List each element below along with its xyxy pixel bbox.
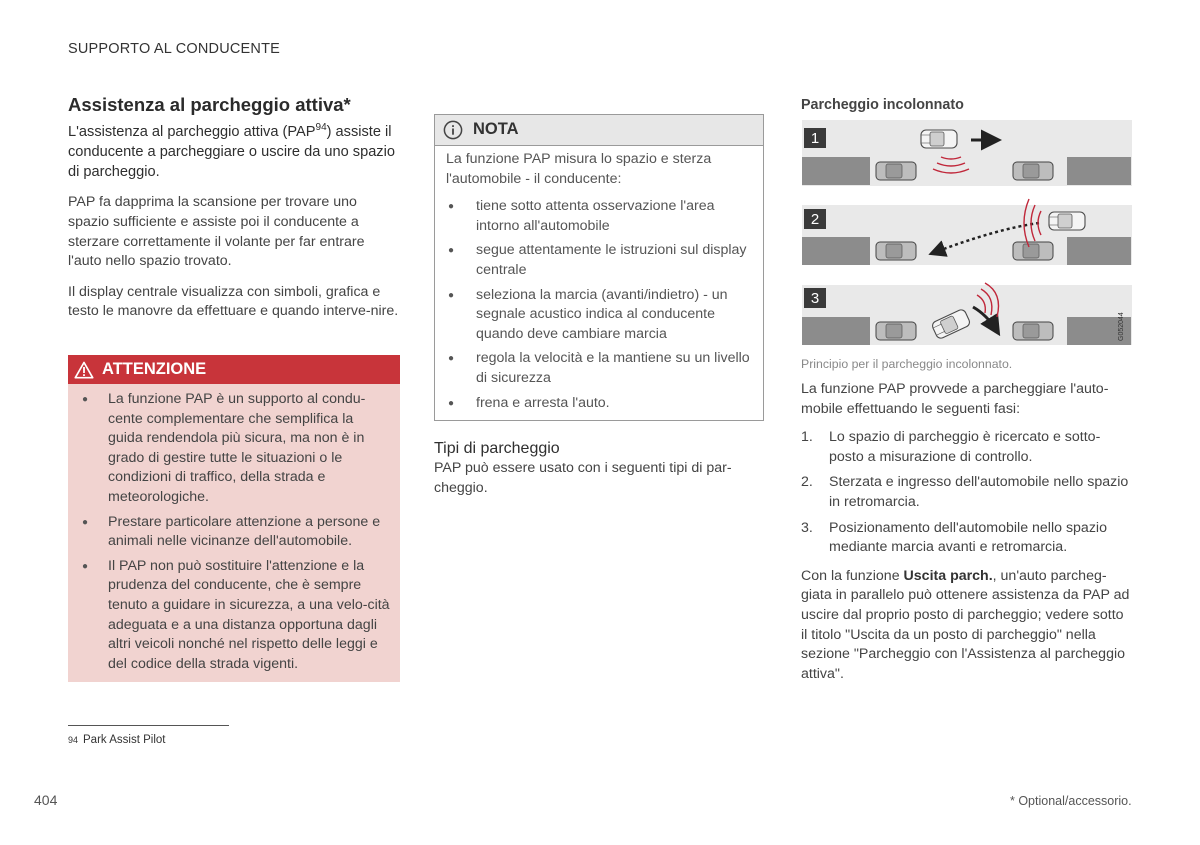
step-text: Posizionamento dell'automobile nello spazio mediante marcia avanti e retromarcia. [829, 519, 1107, 556]
step-number: 1. [801, 429, 813, 446]
note-item: ● regola la velocità e la mantiene su un livello di sicurezza [476, 349, 753, 388]
optional-note: * Optional/accessorio. [1010, 794, 1132, 808]
warning-item: ● La funzione PAP è un supporto al condu-cente complementare che semplifica la guida rendendola più sicura, ma non è in grado di gestire tutte le situazioni o le condizioni di traffico, della strada e meteorologiche. [108, 390, 390, 508]
paragraph-display: Il display centrale visualizza con simboli, grafica e testo le manovre da effettuare e quando interve-nire. [68, 283, 399, 320]
footnote-divider [68, 725, 229, 726]
panel-label-1 [804, 128, 826, 148]
warning-item: ● Il PAP non può sostituire l'attenzione e la prudenza del conducente, che è sempre tenuto a guidare in sicurezza, a una velo-cità adeguata e a una distanza opportuna dagli altri veicoli nonché nel rispetto delle leggi e del codice della strada vigenti. [108, 557, 390, 675]
footnote-reference: 94 [315, 122, 327, 134]
warning-item: ● Prestare particolare attenzione a persone e animali nelle vicinanze dell'automobile. [108, 513, 390, 552]
panel-label-2 [804, 209, 826, 229]
section-header: SUPPORTO AL CONDUCENTE [68, 41, 281, 57]
figure-panel-3 [802, 283, 1132, 345]
page-title: Assistenza al parcheggio attiva* [68, 94, 351, 115]
note-item: ● frena e arresta l'auto. [476, 394, 753, 414]
step-item [801, 428, 1133, 467]
figure-code: G052044 [1118, 312, 1125, 341]
panel-label-3 [804, 288, 826, 308]
steps-intro: La funzione PAP provvede a parcheggiare l'auto-mobile effettuando le seguenti fasi: [801, 381, 1109, 417]
moving-car [1049, 212, 1085, 230]
exit-function-name: Uscita parch. [903, 567, 993, 584]
intro-text-start: L'assistenza al parcheggio attiva (PAP [68, 124, 316, 140]
warning-header [68, 355, 400, 384]
note-item: ● tiene sotto attenta osservazione l'area intorno all'automobile [476, 197, 753, 236]
warning-list [68, 384, 400, 674]
page-number: 404 [34, 792, 58, 808]
parking-types-heading: Tipi di parcheggio [434, 440, 560, 457]
warning-box [68, 355, 400, 682]
footnote [68, 731, 165, 751]
parallel-parking-figure [801, 119, 1133, 349]
info-icon [443, 120, 463, 140]
figure-title: Parcheggio incolonnato [801, 97, 964, 113]
parked-car [1013, 162, 1053, 180]
svg-text:2: 2 [810, 211, 820, 228]
figure-panel-1 [802, 120, 1132, 186]
note-list [446, 197, 753, 413]
exit-text-start: Con la funzione [801, 567, 904, 584]
steps-column [801, 380, 1133, 693]
parked-car [1013, 242, 1053, 260]
parked-car [876, 162, 916, 180]
note-body [435, 146, 763, 413]
svg-text:1: 1 [810, 130, 820, 147]
step-number: 2. [801, 474, 813, 491]
step-item [801, 519, 1133, 558]
step-item [801, 473, 1133, 512]
svg-text:3: 3 [810, 290, 820, 307]
parked-car [876, 322, 916, 340]
note-intro: La funzione PAP misura lo spazio e sterza l'automobile - il conducente: [446, 151, 712, 187]
step-text: Lo spazio di parcheggio è ricercato e sotto-posto a misurazione di controllo. [829, 429, 1101, 465]
footnote-number: 94 [68, 735, 79, 745]
figure-caption: Principio per il parcheggio incolonnato. [801, 357, 1013, 371]
note-title: NOTA [473, 120, 519, 139]
exit-text-end: , un'auto parcheg-giata in parallelo può ottenere assistenza da PAP ad uscire dal proprio posto di parcheggio; vedere sotto il titolo "Uscita da un posto di parcheggio" nella sezione "Parcheggio con l'Assistenza al parcheggio attiva". [801, 567, 1130, 682]
note-item: ● seleziona la marcia (avanti/indietro) - un segnale acustico indica al conducente quando deve cambiare marcia [476, 286, 753, 345]
intro-text-end: ) assiste il conducente a parcheggiare o uscire da uno spazio di parcheggio. [68, 124, 395, 180]
parked-car [1013, 322, 1053, 340]
figure-panel-2 [802, 199, 1132, 265]
note-item: ● segue attentamente le istruzioni sul display centrale [476, 241, 753, 280]
warning-title: ATTENZIONE [102, 359, 207, 378]
note-header [435, 115, 763, 146]
exit-parking-paragraph [801, 567, 1133, 685]
paragraph-scan: PAP fa dapprima la scansione per trovare uno spazio sufficiente e assiste poi il conducente a sterzare correttamente il volante per far entrare l'auto nello spazio trovato. [68, 194, 365, 270]
steps-list [801, 428, 1133, 558]
warning-triangle-icon [74, 361, 94, 379]
intro-paragraph [68, 123, 400, 182]
step-number: 3. [801, 519, 813, 536]
parked-car [876, 242, 916, 260]
main-column [68, 94, 400, 333]
footnote-text: Park Assist Pilot [83, 734, 166, 746]
note-box [434, 114, 764, 421]
moving-car [921, 130, 957, 148]
step-text: Sterzata e ingresso dell'automobile nello spazio in retromarcia. [829, 474, 1129, 510]
parking-types-text: PAP può essere usato con i seguenti tipi di par-cheggio. [434, 460, 732, 496]
